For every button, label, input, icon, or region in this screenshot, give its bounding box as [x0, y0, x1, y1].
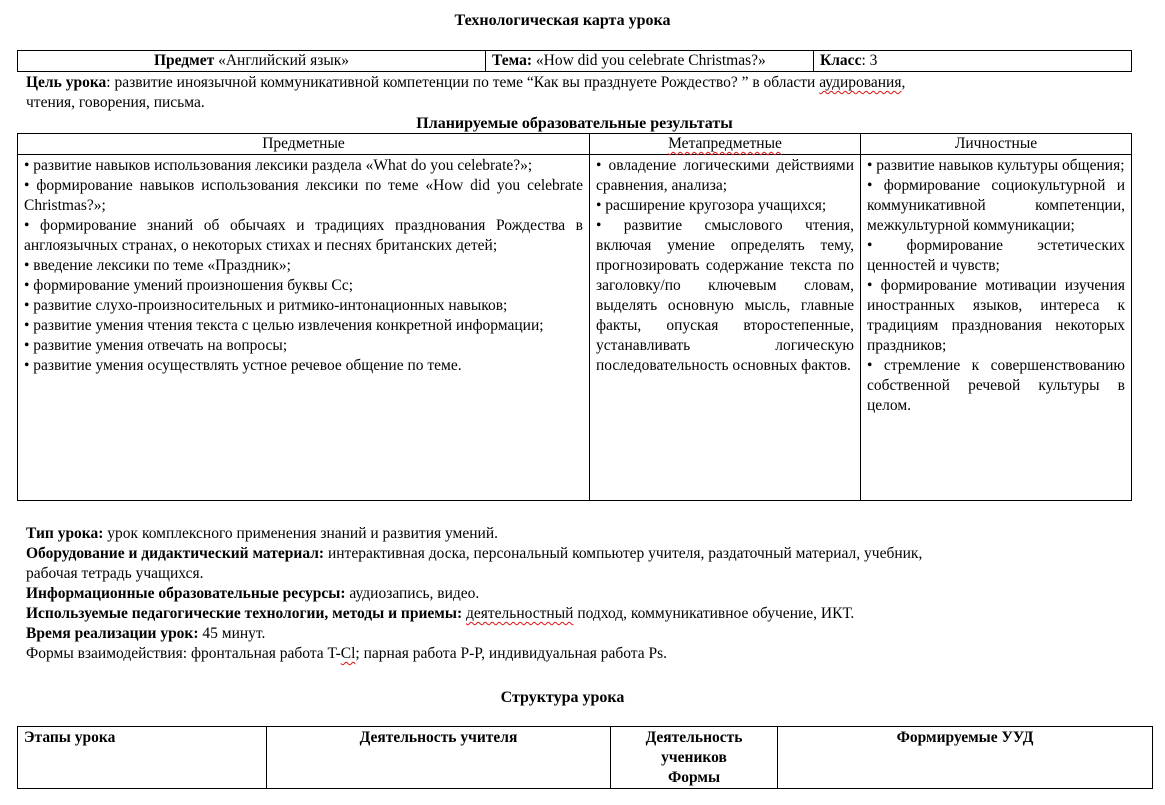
list-item: • развитие умения осуществлять устное речевое общение по теме. — [24, 357, 462, 374]
list-item: • расширение кругозора учащихся; — [596, 197, 827, 214]
interaction-forms-rest: ; парная работа P-P, индивидуальная работа Ps. — [355, 645, 668, 662]
grade-cell — [814, 51, 1132, 72]
list-item: • развитие умения чтения текста с целью извлечения конкретной информации; — [24, 317, 544, 334]
resources-label: Информационные образовательные ресурсы: — [26, 585, 346, 602]
structure-heading: Структура урока — [500, 689, 625, 706]
lesson-type-value: урок комплексного применения знаний и развития умений. — [103, 525, 498, 542]
goal-text: : развитие иноязычной коммуникативной компетенции по теме “Как вы празднуете Рождество? ” в области — [106, 74, 816, 91]
list-item: • развитие навыков использования лексики раздела «What do you celebrate?»; — [24, 157, 533, 174]
list-item: • формирование эстетических ценностей и чувств; — [867, 237, 1125, 274]
list-item: • стремление к совершенствованию собственной речевой культуры в целом. — [867, 357, 1125, 414]
topic-cell — [486, 51, 814, 72]
list-item: • формирование навыков использования лексики по теме «How did you celebrate Christmas?»; — [24, 177, 583, 214]
time-label: Время реализации урок: — [26, 625, 199, 642]
resources-value: аудиозапись, видео. — [345, 585, 480, 602]
list-item: • развитие умения отвечать на вопросы; — [24, 337, 288, 354]
list-item: • формирование мотивации изучения иностранных языков, интереса к традициям празднования некоторых праздников; — [867, 277, 1125, 354]
meta-results-cell — [590, 155, 861, 501]
time-value: 45 минут. — [198, 625, 266, 642]
list-item: • развитие слухо-произносительных и ритмико-интонационных навыков; — [24, 297, 508, 314]
results-header-personal: Личностные — [861, 134, 1132, 155]
equipment-value: интерактивная доска, персональный компьютер учителя, раздаточный материал, учебник, — [324, 545, 923, 562]
technologies-activity: деятельностный — [466, 605, 574, 622]
list-item: • введение лексики по теме «Праздник»; — [24, 257, 291, 274]
structure-header-teacher: Деятельность учителя — [267, 727, 611, 789]
goal-comma: , — [901, 74, 906, 91]
lesson-goal — [26, 73, 1126, 113]
results-table — [17, 133, 1132, 501]
grade-label: Класс — [820, 52, 862, 69]
subject-results-cell — [18, 155, 590, 501]
document-title: Технологическая карта урока — [454, 12, 671, 29]
technologies-label: Используемые педагогические технологии, методы и приемы: — [26, 605, 463, 622]
students-header-line: Формы — [667, 769, 721, 786]
structure-header-students — [611, 727, 778, 789]
results-header-meta — [590, 134, 861, 155]
structure-header-stages: Этапы урока — [18, 727, 267, 789]
interaction-forms: Формы взаимодействия: фронтальная работа T- — [26, 645, 341, 662]
subject-value: «Английский язык» — [218, 52, 350, 69]
interaction-forms-class: Cl — [340, 645, 356, 662]
list-item: • овладение логическими действиями сравнения, анализа; — [596, 157, 854, 194]
goal-label: Цель урока — [26, 74, 107, 91]
grade-value: : 3 — [861, 52, 878, 69]
list-item: • формирование умений произношения буквы Сс; — [24, 277, 354, 294]
technologies-value: подход, коммуникативное обучение, ИКТ. — [573, 605, 855, 622]
structure-table — [17, 726, 1153, 789]
subject-cell — [18, 51, 486, 72]
students-header-line: Деятельность — [645, 729, 743, 746]
topic-value: «How did you celebrate Christmas?» — [535, 52, 766, 69]
list-item: • формирование знаний об обычаях и традициях празднования Рождества в англоязычных странах, о некоторых стихах и песнях британских детей; — [24, 217, 583, 254]
results-heading: Планируемые образовательные результаты — [416, 115, 733, 132]
equipment-value-continued: рабочая тетрадь учащихся. — [26, 565, 204, 582]
equipment-label: Оборудование и дидактический материал: — [26, 545, 325, 562]
subject-label: Предмет — [153, 52, 215, 69]
lesson-header-table — [17, 50, 1132, 72]
list-item: • формирование социокультурной и коммуникативной компетенции, межкультурной коммуникации; — [867, 177, 1125, 234]
results-header-meta-text: Метапредметные — [668, 135, 782, 152]
results-header-subject: Предметные — [18, 134, 590, 155]
students-header-line: учеников — [661, 749, 727, 766]
lesson-info — [26, 524, 1136, 664]
list-item: • развитие навыков культуры общения; — [867, 157, 1125, 174]
lesson-type-label: Тип урока: — [26, 525, 104, 542]
personal-results-cell — [861, 155, 1132, 501]
goal-text-listening: аудирования — [819, 74, 902, 91]
structure-header-uud: Формируемые УУД — [778, 727, 1153, 789]
list-item: • развитие смыслового чтения, включая умение определять тему, прогнозировать содержание текста по заголовку/по ключевым словам, выделять основную мысль, главные факты, опуская второстепенные, устанавливать логическую последовательность основных фактов. — [596, 217, 854, 374]
goal-text-continued: чтения, говорения, письма. — [26, 94, 205, 111]
topic-label: Тема: — [492, 52, 532, 69]
